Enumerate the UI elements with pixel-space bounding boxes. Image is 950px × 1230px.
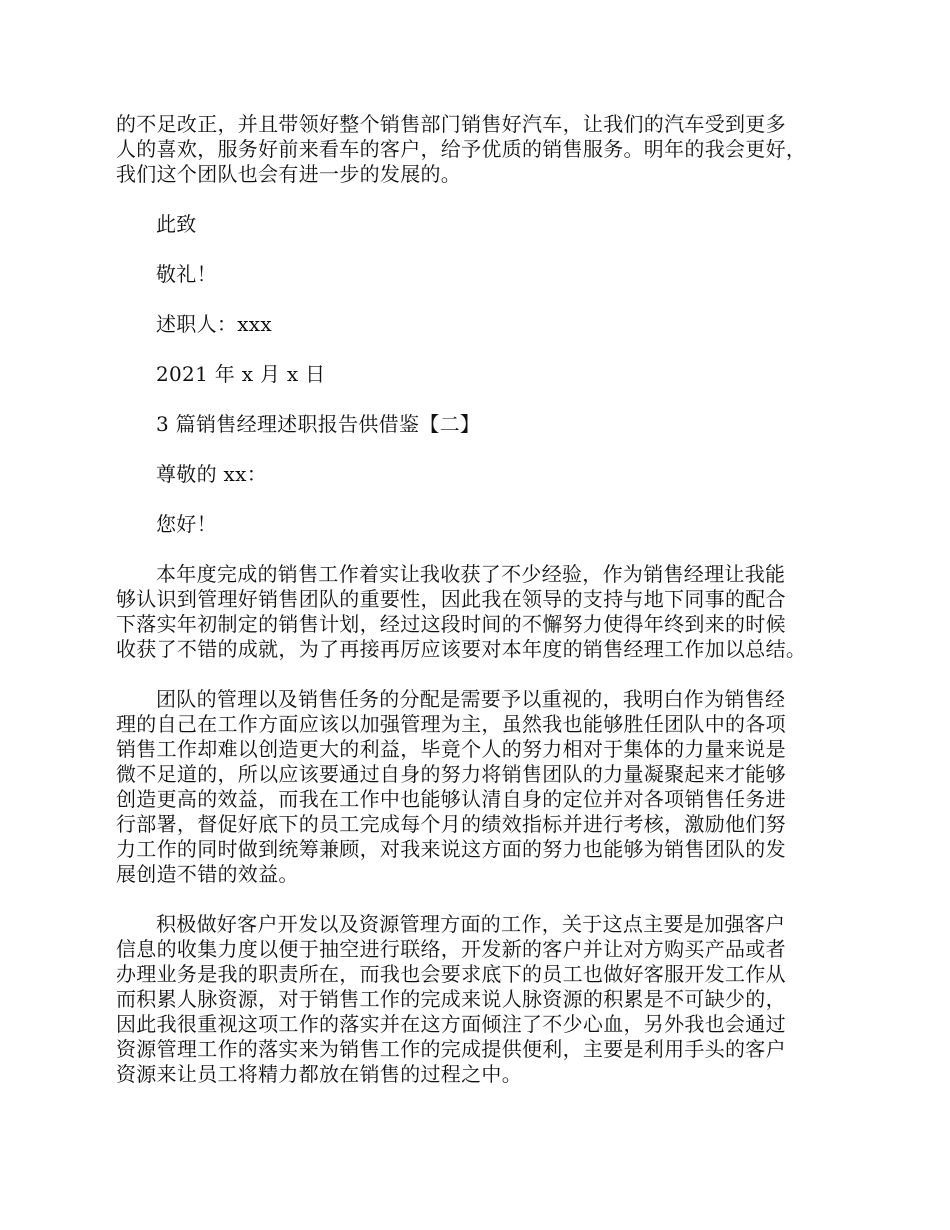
closing-jingli: 敬礼！	[156, 262, 217, 286]
section-title: 3 篇销售经理述职报告供借鉴【二】	[156, 412, 481, 436]
text-line: 下落实年初制定的销售计划，经过这段时间的不懈努力使得年终到来的时候	[116, 612, 786, 636]
text-line: 行部署，督促好底下的员工完成每个月的绩效指标并进行考核，激励他们努	[116, 812, 786, 836]
text-line: 人的喜欢，服务好前来看车的客户，给予优质的销售服务。明年的我会更好，	[116, 137, 807, 161]
paragraph-2	[116, 687, 838, 887]
text-line: 团队的管理以及销售任务的分配是需要予以重视的，我明白作为销售经	[156, 687, 786, 711]
paragraph-3	[116, 912, 838, 1087]
text-line: 资源来让员工将精力都放在销售的过程之中。	[116, 1062, 522, 1086]
text-line: 销售工作却难以创造更大的利益，毕竟个人的努力相对于集体的力量来说是	[116, 737, 786, 761]
text-line: 收获了不错的成就，为了再接再厉应该要对本年度的销售经理工作加以总结。	[116, 637, 807, 661]
text-line: 资源管理工作的落实来为销售工作的完成提供便利，主要是利用手头的客户	[116, 1037, 786, 1061]
text-line: 力工作的同时做到统筹兼顾，对我来说这方面的努力也能够为销售团队的发	[116, 837, 786, 861]
greeting: 您好！	[156, 512, 217, 536]
paragraph-1	[116, 562, 838, 662]
intro-paragraph	[116, 112, 838, 187]
text-line: 因此我很重视这项工作的落实并在这方面倾注了不少心血，另外我也会通过	[116, 1012, 786, 1036]
text-line: 创造更高的效益，而我在工作中也能够认清自身的定位并对各项销售任务进	[116, 787, 786, 811]
signer: 述职人：xxx	[156, 312, 272, 336]
text-line: 信息的收集力度以便于抽空进行联络，开发新的客户并让对方购买产品或者	[116, 937, 786, 961]
text-line: 办理业务是我的职责所在，而我也会要求底下的员工也做好客服开发工作从	[116, 962, 786, 986]
text-line: 而积累人脉资源，对于销售工作的完成来说人脉资源的积累是不可缺少的，	[116, 987, 786, 1011]
text-line: 本年度完成的销售工作着实让我收获了不少经验，作为销售经理让我能	[156, 562, 786, 586]
text-line: 展创造不错的效益。	[116, 862, 299, 886]
text-line: 的不足改正，并且带领好整个销售部门销售好汽车，让我们的汽车受到更多	[116, 112, 786, 136]
text-line: 够认识到管理好销售团队的重要性，因此我在领导的支持与地下同事的配合	[116, 587, 786, 611]
text-line: 积极做好客户开发以及资源管理方面的工作，关于这点主要是加强客户	[156, 912, 786, 936]
date: 2021 年 x 月 x 日	[156, 362, 326, 386]
closing-cizhi: 此致	[156, 212, 197, 236]
text-line: 理的自己在工作方面应该以加强管理为主，虽然我也能够胜任团队中的各项	[116, 712, 786, 736]
text-line: 微不足道的，所以应该要通过自身的努力将销售团队的力量凝聚起来才能够	[116, 762, 786, 786]
salutation: 尊敬的 xx：	[156, 462, 268, 486]
text-line: 我们这个团队也会有进一步的发展的。	[116, 162, 462, 186]
